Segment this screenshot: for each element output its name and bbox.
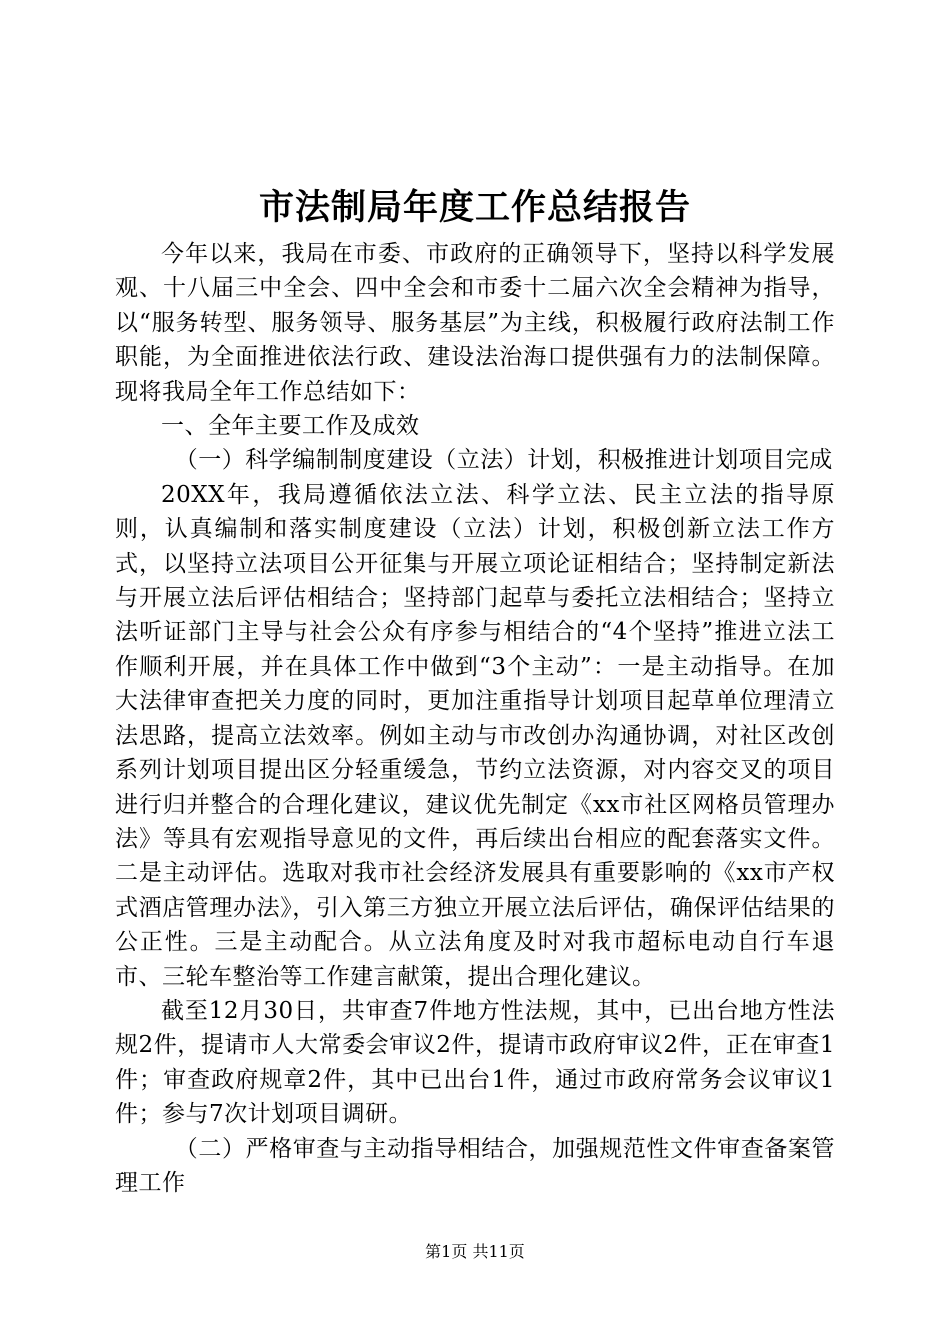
document-body [115,237,835,1200]
body-paragraph-legislation: 20XX年，我局遵循依法立法、科学立法、民主立法的指导原则，认真编制和落实制度建设（立法）计划，积极创新立法工作方式，以坚持立法项目公开征集与开展立项论证相结合；坚持制定新法与开展立法后评估相结合；坚持部门起草与委托立法相结合；坚持立法听证部门主导与社会公众有序参与相结合的“4个坚持”推进立法工作顺利开展，并在具体工作中做到“3个主动”：一是主动指导。在加大法律审查把关力度的同时，更加注重指导计划项目起草单位理清立法思路，提高立法效率。例如主动与市改创办沟通协调，对社区改创系列计划项目提出区分轻重缓急，节约立法资源，对内容交叉的项目进行归并整合的合理化建议，建议优先制定《xx市社区网格员管理办法》等具有宏观指导意见的文件，再后续出台相应的配套落实文件。二是主动评估。选取对我市社会经济发展具有重要影响的《xx市产权式酒店管理办法》，引入第三方独立开展立法后评估，确保评估结果的公正性。三是主动配合。从立法角度及时对我市超标电动自行车退市、三轮车整治等工作建言献策，提出合理化建议。 [115,481,835,990]
body-paragraph-statistics: 截至12月30日，共审查7件地方性法规，其中，已出台地方性法规2件，提请市人大常委会审议2件，提请市政府审议2件，正在审查1件；审查政府规章2件，其中已出台1件，通过市政府常务会议审议1件；参与7次计划项目调研。 [115,997,835,1128]
document-title: 市法制局年度工作总结报告 [258,187,691,228]
subsection-heading-2: （二）严格审查与主动指导相结合，加强规范性文件审查备案管理工作 [115,1135,835,1196]
page-number-footer: 第1页 共11页 [425,1242,525,1261]
section-heading-1: 一、全年主要工作及成效 [161,413,420,440]
subsection-heading-1: （一）科学编制制度建设（立法）计划，积极推进计划项目完成 [174,447,833,474]
intro-paragraph: 今年以来，我局在市委、市政府的正确领导下，坚持以科学发展观、十八届三中全会、四中全会和市委十二届六次全会精神为指导，以“服务转型、服务领导、服务基层”为主线，积极履行政府法制工作职能，为全面推进依法行政、建设法治海口提供强有力的法制保障。现将我局全年工作总结如下： [115,241,835,405]
